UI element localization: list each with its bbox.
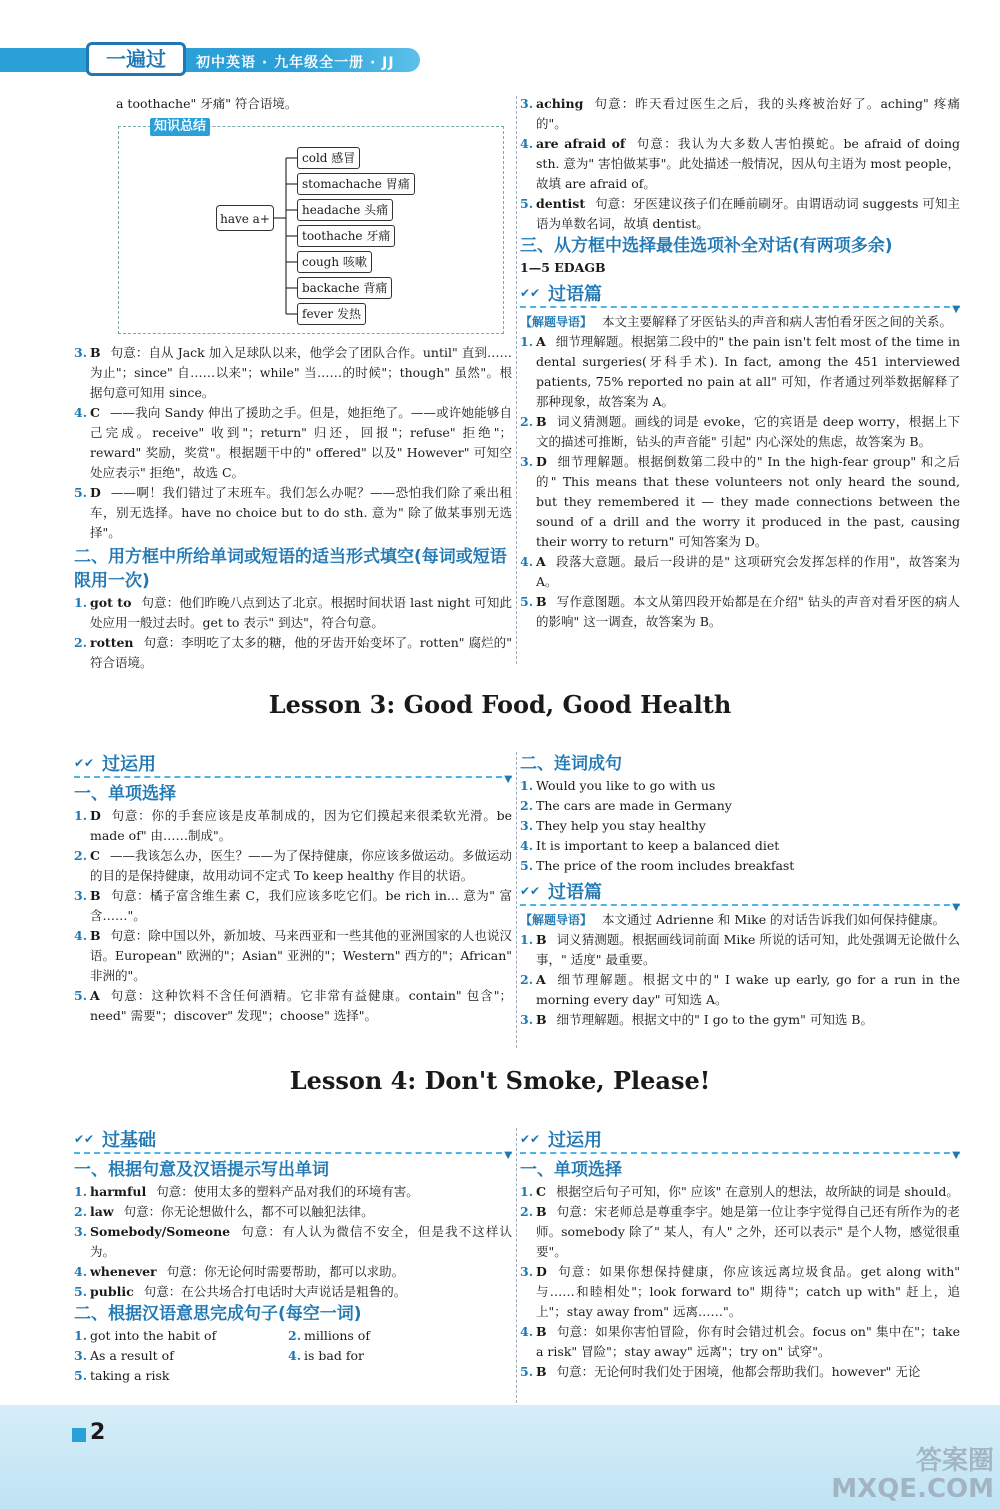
mindmap-leaf: cough 咳嗽 (297, 251, 372, 273)
book-subtitle: 初中英语 · 九年级全一册 · JJ (196, 55, 395, 71)
lesson4-left (74, 1124, 512, 1386)
mindmap-root: have a+ (216, 205, 274, 231)
section-heading: 二、根据汉语意思完成句子(每空一词) (74, 1304, 362, 1324)
band-end-icon: ▼ (504, 1150, 512, 1161)
band-practice: ✔✔ 过运用 ▼ (74, 750, 512, 778)
answer-item: 2. C ——我该怎么办，医生？——为了保持健康，你应该多做运动。多做运动的目的是保持健康，故用动词不定式 To keep healthy 作目的状语。 (74, 848, 512, 883)
page-header (0, 42, 420, 76)
top-left-answers (74, 343, 512, 673)
lesson4-right (520, 1124, 960, 1382)
brand-logo: 一遍过 (86, 42, 186, 76)
answer-item: 5. public 句意：在公共场合打电话时大声说话是粗鲁的。 (74, 1284, 407, 1299)
answer-item: 5. D ——啊！我们错过了末班车。我们怎么办呢？——恐怕我们除了乘出租车，别无选择。have no choice but to do sth. 意为" 除了做某事别无选择"。 (74, 485, 512, 540)
lesson3-left (74, 748, 512, 1026)
mindmap-leaf: stomachache 胃痛 (297, 173, 415, 195)
sentence-item: 4. It is important to keep a balanced diet (520, 838, 780, 853)
phrase-item: 1. got into the habit of (74, 1328, 217, 1343)
band-icon: ✔✔ (520, 286, 541, 300)
section-heading: 三、从方框中选择最佳选项补全对话(有两项多余) (520, 236, 893, 256)
phrase-grid (74, 1326, 512, 1386)
mindmap-leaf: backache 背痛 (297, 277, 392, 299)
answer-item: 5. dentist 句意：牙医建议孩子们在睡前刷牙。由谓语动词 suggests 可知主语为单数名词，故填 dentist。 (520, 196, 960, 231)
sentence-item: 5. The price of the room includes breakfast (520, 858, 795, 873)
phrase-item: 5. taking a risk (74, 1368, 170, 1383)
answer-key: 1—5 EDAGB (520, 260, 606, 275)
answer-item: 4. B 句意：除中国以外，新加坡、马来西亚和一些其他的亚洲国家的人也说汉语。European" 欧洲的"；Asian" 亚洲的"；Western" 西方的"；African" 非洲的"。 (74, 928, 512, 983)
answer-item: 5. B 写作意图题。本文从第四段开始都是在介绍" 钻头的声音对看牙医的病人的影响" 这一调查，故答案为 B。 (520, 594, 960, 629)
guide-text: 【解题导语】 本文主要解释了牙医钻头的声音和病人害怕看牙医之间的关系。 (520, 314, 953, 329)
lesson-title: Lesson 4: Don't Smoke, Please! (289, 1066, 711, 1095)
section-heading: 一、根据句意及汉语提示写出单词 (74, 1160, 329, 1180)
answer-item: 2. B 句意：宋老师总是尊重李宇。她是第一位让李宇觉得自己还有所作为的老师。somebody 除了" 某人，有人" 之外，还可以表示" 是个人物，感觉很重要"。 (520, 1204, 960, 1259)
answer-item: 2. A 细节理解题。根据文中的" I wake up early, go for a run in the morning every day" 可知选 A。 (520, 972, 960, 1007)
band-end-icon: ▼ (952, 1150, 960, 1161)
page-number: 2 (90, 1420, 106, 1445)
answer-item: 4. are afraid of 句意：我认为大多数人害怕摸蛇。be afraid of doing sth. 意为" 害怕做某事"。此处描述一般情况，因从句主语为 most people，故填 are afraid of。 (520, 136, 960, 191)
sentence-item: 3. They help you stay healthy (520, 818, 706, 833)
band-icon: ✔✔ (520, 1132, 541, 1146)
mindmap-leaf: cold 感冒 (297, 147, 360, 169)
sentence-item: 2. The cars are made in Germany (520, 798, 732, 813)
phrase-item: 4. is bad for (288, 1348, 364, 1363)
answer-item: 3. Somebody/Someone 句意：有人认为微信不安全，但是我不这样认为。 (74, 1224, 512, 1259)
phrase-item: 2. millions of (288, 1328, 370, 1343)
summary-tag: 知识总结 (150, 118, 210, 136)
answer-item: 4. A 段落大意题。最后一段讲的是" 这项研究会发挥怎样的作用"，故答案为 A。 (520, 554, 960, 589)
band-reading: ✔✔ 过语篇 ▼ (520, 878, 960, 906)
section-heading: 二、连词成句 (520, 754, 622, 774)
answer-item: 1. harmful 句意：使用太多的塑料产品对我们的环境有害。 (74, 1184, 419, 1199)
band-icon: ✔✔ (74, 756, 95, 770)
guide-text: 【解题导语】 本文通过 Adrienne 和 Mike 的对话告诉我们如何保持健康。 (520, 912, 946, 927)
answer-item: 5. B 句意：无论何时我们处于困境，他都会帮助我们。however" 无论 (520, 1364, 921, 1379)
answer-item: 1. D 句意：你的手套应该是皮革制成的，因为它们摸起来很柔软光滑。be made of" 由……制成"。 (74, 808, 512, 843)
column-divider (516, 96, 517, 664)
band-basic: ✔✔ 过基础 ▼ (74, 1126, 512, 1154)
mindmap-leaf: toothache 牙痛 (297, 225, 395, 247)
answer-item: 3. B 句意：橘子富含维生素 C，我们应该多吃它们。be rich in... 意为" 富含……"。 (74, 888, 512, 923)
mindmap-leaf: headache 头痛 (297, 199, 393, 221)
column-divider (516, 752, 517, 1048)
section-heading: 二、用方框中所给单词或短语的适当形式填空(每词或短语限用一次) (74, 547, 507, 591)
intro-line: a toothache" 牙痛" 符合语境。 (116, 96, 298, 111)
top-left-column (74, 94, 512, 114)
answer-item: 4. C ——我向 Sandy 伸出了援助之手。但是，她拒绝了。——或许她能够自己完成。receive" 收到"；return" 归还，回报"；refuse" 拒绝"；reward" 奖励，奖赏"。根据题干中的" offered" 以及" However" 可知空处应表示" 拒绝"，故选 C。 (74, 405, 512, 480)
watermark: 答案圈 MXQE.COM (831, 1446, 994, 1504)
answer-item: 3. D 细节理解题。根据倒数第二段中的" In the high-fear group" 和之后的" This means that these volunteers not only heard the sound, but they remembered it — they made connections between the sound of a drill and the worry it produced in the past, causing their worry to return" 可知答案为 D。 (520, 454, 960, 549)
sentence-item: 1. Would you like to go with us (520, 778, 716, 793)
section-heading: 一、单项选择 (520, 1160, 622, 1180)
answer-item: 3. D 句意：如果你想保持健康，你应该远离垃圾食品。get along with" 与……和睦相处"；look forward to" 期待"；catch up with" 赶上，追上"；stay away from" 远离……"。 (520, 1264, 960, 1319)
band-icon: ✔✔ (74, 1132, 95, 1146)
answer-item: 1. C 根据空后句子可知，你" 应该" 在意别人的想法，故所缺的词是 should。 (520, 1184, 959, 1199)
answer-item: 3. B 细节理解题。根据文中的" I go to the gym" 可知选 B。 (520, 1012, 873, 1027)
answer-item: 3. B 句意：自从 Jack 加入足球队以来，他学会了团队合作。until" 直到……为止"；since" 自……以来"；while" 当……的时候"；though" 虽然"。根据句意可知用 since。 (74, 345, 512, 400)
answer-item: 1. got to 句意：他们昨晚八点到达了北京。根据时间状语 last night 可知此处应用一般过去时。get to 表示" 到达"，符合句意。 (74, 595, 512, 630)
answer-item: 3. aching 句意：昨天看过医生之后，我的头疼被治好了。aching" 疼痛的"。 (520, 96, 960, 131)
answer-item: 1. A 细节理解题。根据第二段中的" the pain isn't felt most of the time in dental surgeries(牙科手术). In fact, among the 451 interviewed patients, 75% reported no pain at all" 可知，作者通过列举数据解释了那种现象，故答案为 A。 (520, 334, 960, 409)
answer-item: 1. B 词义猜测题。根据画线词前面 Mike 所说的话可知，此处强调无论做什么事，" 适度" 最重要。 (520, 932, 960, 967)
column-divider (516, 1128, 517, 1408)
mindmap-leaf: fever 发热 (297, 303, 366, 325)
answer-item: 2. rotten 句意：李明吃了太多的糖，他的牙齿开始变坏了。rotten" 腐烂的" 符合语境。 (74, 635, 512, 670)
top-right-column (520, 94, 960, 632)
band-reading: ✔✔ 过语篇 ▼ (520, 280, 960, 308)
answer-item: 5. A 句意：这种饮料不含任何酒精。它非常有益健康。contain" 包含"；need" 需要"；discover" 发现"；choose" 选择"。 (74, 988, 512, 1023)
answer-item: 2. B 词义猜测题。画线的词是 evoke，它的宾语是 deep worry，根据上下文的描述可推断，钻头的声音能" 引起" 内心深处的焦虑，故答案为 B。 (520, 414, 960, 449)
lesson3-right (520, 752, 960, 1030)
section-heading: 一、单项选择 (74, 784, 176, 804)
band-icon: ✔✔ (520, 884, 541, 898)
answer-item: 4. B 句意：如果你害怕冒险，你有时会错过机会。focus on" 集中在"；take a risk" 冒险"；stay away" 远离"；try on" 试穿"。 (520, 1324, 960, 1359)
answer-item: 2. law 句意：你无论想做什么，都不可以触犯法律。 (74, 1204, 374, 1219)
page-marker-icon (72, 1428, 86, 1442)
band-end-icon: ▼ (952, 902, 960, 913)
phrase-item: 3. As a result of (74, 1348, 174, 1363)
band-end-icon: ▼ (504, 774, 512, 785)
lesson-title: Lesson 3: Good Food, Good Health (268, 690, 732, 719)
mindmap-connectors (274, 150, 298, 320)
answer-item: 4. whenever 句意：你无论何时需要帮助，都可以求助。 (74, 1264, 405, 1279)
band-practice: ✔✔ 过运用 ▼ (520, 1126, 960, 1154)
band-end-icon: ▼ (952, 304, 960, 315)
